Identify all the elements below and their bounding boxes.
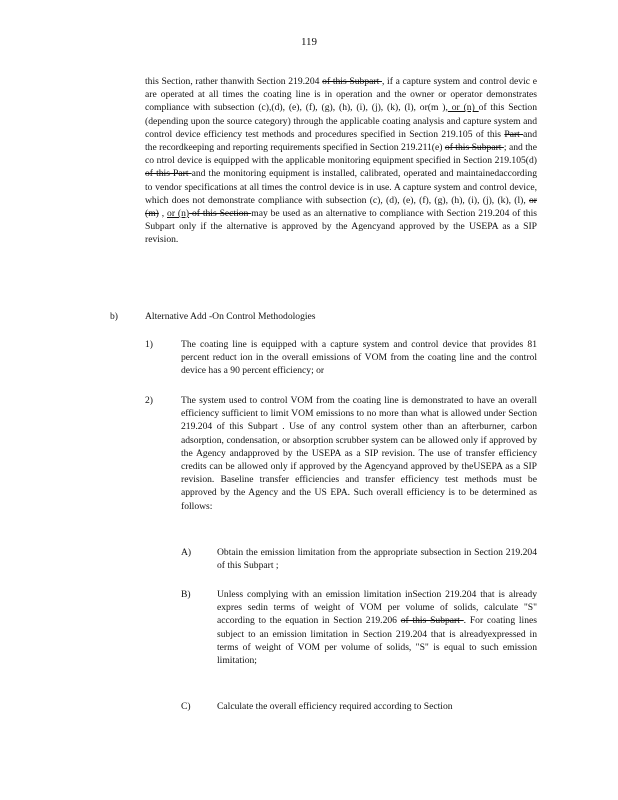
intro-struck-1: of this Subpart: [322, 76, 382, 87]
intro-text-6: and the monitoring equipment is installed, calibrated, operated and maintainedaccording to vendor specifications at all times the control device is in use. A capture system and control device, which does not demonstrate compliance with subsection (c), (d), (e), (f), (g), (h), (i), (j), (k), (l),: [145, 168, 537, 206]
item-2-text: The system used to control VOM from the coating line is demonstrated to have an overall efficiency sufficient to limit VOM emissions to no more than what is allowed under Section 219.204 of this Subpart . Use of any control system other than an afterburner, carbon adsorption, condensation, or absorption scrubber system can be allowed only if approved by the Agency andapproved by the USEPA as a SIP revision. The use of transfer efficiency credits can be allowed only if approved by the Agencyand approved by theUSEPA as a SIP revision. Baseline transfer efficiencies and transfer efficiency test methods must be approved by the Agency and the US EPA. Such overall efficiency is to be determined as follows:: [181, 395, 537, 512]
sub-a-label: A): [181, 547, 192, 558]
sub-b-label: B): [181, 589, 191, 600]
sub-c-label: C): [181, 701, 191, 712]
intro-paragraph: [145, 75, 537, 247]
intro-struck-3: of this Subpart: [444, 142, 504, 154]
intro-text-2: , if a capture system and control devic e are operated at all times the coating line is in operation and the owner or operator demonstrates compliance with subsection (c),(d), (e), (f), (g), (h), (i), (j), (k), (l), or(m ),: [145, 76, 537, 114]
section-b-heading: Alternative Add -On Control Methodologies: [145, 311, 316, 322]
intro-struck-4: of this Part: [145, 168, 192, 180]
sub-b-text-1: Unless complying with an emission limitation inSection 219.204 that is already expres sedin terms of weight of VOM per volume of solids, calculate "S" according to the equation in Section 219.206: [217, 589, 537, 627]
item-1-text: The coating line is equipped with a capture system and control device that provides 81 percent reduct ion in the overall emissions of VOM from the coating line and the control device has a 90 percent efficiency; or: [181, 339, 537, 377]
sub-c-text: Calculate the overall efficiency required according to Section: [217, 701, 453, 712]
intro-text-1: this Section, rather thanwith Section 219.204: [145, 76, 323, 87]
section-b-label: b): [110, 311, 118, 322]
intro-text-4: and the recordkeeping and reporting requirements specified in Section 219.211(e): [145, 128, 538, 154]
item-1-label: 1): [145, 339, 153, 350]
intro-underlined-1: or (n): [447, 102, 479, 114]
item-2-label: 2): [145, 395, 153, 406]
intro-text-3: of this Section (depending upon the source category) through the applicable coating analysis and capture system and control device efficiency test methods and procedures specified in Section 219.105 of this: [145, 102, 537, 140]
page-number: 119: [300, 36, 318, 48]
intro-text-7: ,: [158, 208, 168, 220]
intro-struck-6: of this Section: [189, 208, 252, 220]
sub-a-text: Obtain the emission limitation from the appropriate subsection in Section 219.204 of this Subpart ;: [217, 547, 537, 572]
sub-b-struck-1: of this Subpart: [400, 615, 464, 627]
sub-b-text-2: . For coating lines subject to an emission limitation in Section 219.204 that is alreadyexpressed in terms of weight of VOM per volume of solids, "S" is equal to such emission limitation;: [217, 615, 538, 667]
intro-struck-5: or (m): [145, 194, 537, 220]
sub-b-text: [217, 588, 537, 667]
intro-text-8: may be used as an alternative to compliance with Section 219.204 of this Subpart only if the alternative is approved by the Agencyand approved by the USEPA as a SIP revision.: [145, 208, 538, 246]
intro-text-5: ; and the co ntrol device is equipped with the applicable monitoring equipment specified in Section 219.105(d): [145, 142, 537, 167]
intro-struck-2: Part: [504, 128, 524, 140]
intro-underlined-2: or (n): [167, 208, 190, 220]
